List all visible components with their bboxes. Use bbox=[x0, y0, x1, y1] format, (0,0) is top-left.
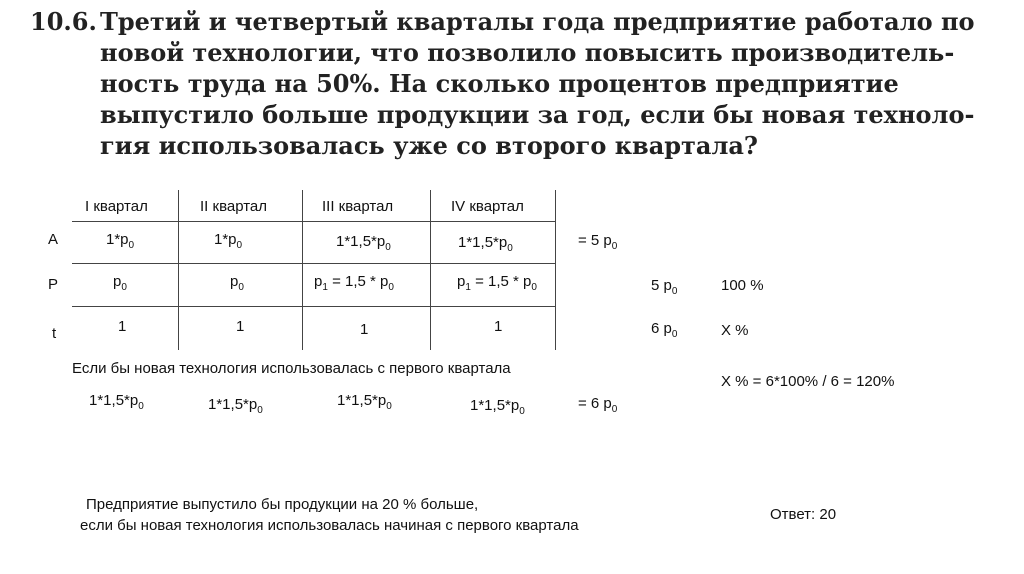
cell-p-q1: $p_0$ bbox=[113, 273, 127, 293]
header-q2: II квартал bbox=[200, 198, 268, 215]
problem-number: 10.6. bbox=[30, 7, 97, 36]
problem-line-5: гия использовалась уже со второго квартала? bbox=[100, 131, 758, 160]
scenario-q4: $1*1,5*p_0$ bbox=[470, 397, 525, 417]
header-q3: III квартал bbox=[322, 198, 394, 215]
proportion-result: X % = 6*100% / 6 = 120% bbox=[721, 373, 895, 390]
scenario-q3: $1*1,5*p_0$ bbox=[337, 392, 392, 412]
table-rule-1 bbox=[72, 221, 556, 222]
cell-a-q1: $1*p_0$ bbox=[106, 231, 135, 251]
cell-p-q3: $p_1 = 1,5 * p_0$ bbox=[314, 273, 394, 293]
proportion-a-right: 100 % bbox=[721, 277, 764, 294]
cell-a-q2: $1*p_0$ bbox=[214, 231, 243, 251]
row-label-p: P bbox=[48, 276, 59, 293]
cell-p-q2: $p_0$ bbox=[230, 273, 244, 293]
cell-a-q4: $1*1,5*p_0$ bbox=[458, 234, 513, 254]
problem-line-1: Третий и четвертый кварталы года предприятие работало по bbox=[100, 7, 975, 36]
header-q1: I квартал bbox=[85, 198, 148, 215]
proportion-b-left: 6 $p_0$ bbox=[651, 320, 678, 340]
problem-line-4: выпустило больше продукции за год, если бы новая техноло- bbox=[100, 100, 975, 129]
row-a-total: = 5 $p_0$ bbox=[578, 232, 618, 252]
cell-p-q4: $p_1 = 1,5 * p_0$ bbox=[457, 273, 537, 293]
table-divider-4 bbox=[555, 190, 556, 350]
table-divider-2 bbox=[302, 190, 303, 350]
cell-t-q4: 1 bbox=[494, 318, 503, 335]
cell-t-q2: 1 bbox=[236, 318, 245, 335]
row-label-t: t bbox=[52, 325, 57, 342]
proportion-a-left: 5 $p_0$ bbox=[651, 277, 678, 297]
conclusion-line-2: если бы новая технология использовалась начиная с первого квартала bbox=[80, 517, 579, 534]
problem-line-3: ность труда на 50%. На сколько процентов предприятие bbox=[100, 69, 899, 98]
proportion-b-right: X % bbox=[721, 322, 749, 339]
cell-t-q1: 1 bbox=[118, 318, 127, 335]
conclusion-line-1: Предприятие выпустило бы продукции на 20 % больше, bbox=[86, 496, 479, 513]
cell-t-q3: 1 bbox=[360, 321, 369, 338]
row-label-a: A bbox=[48, 231, 59, 248]
cell-a-q3: $1*1,5*p_0$ bbox=[336, 233, 391, 253]
scenario-q1: $1*1,5*p_0$ bbox=[89, 392, 144, 412]
header-q4: IV квартал bbox=[451, 198, 524, 215]
table-divider-3 bbox=[430, 190, 431, 350]
table-divider-1 bbox=[178, 190, 179, 350]
scenario-label: Если бы новая технология использовалась с первого квартала bbox=[72, 360, 511, 377]
scenario-q2: $1*1,5*p_0$ bbox=[208, 396, 263, 416]
answer: Ответ: 20 bbox=[770, 506, 837, 523]
problem-line-2: новой технологии, что позволило повысить производитель- bbox=[100, 38, 955, 67]
table-rule-3 bbox=[72, 306, 556, 307]
scenario-total: = 6 $p_0$ bbox=[578, 395, 618, 415]
table-rule-2 bbox=[72, 263, 556, 264]
